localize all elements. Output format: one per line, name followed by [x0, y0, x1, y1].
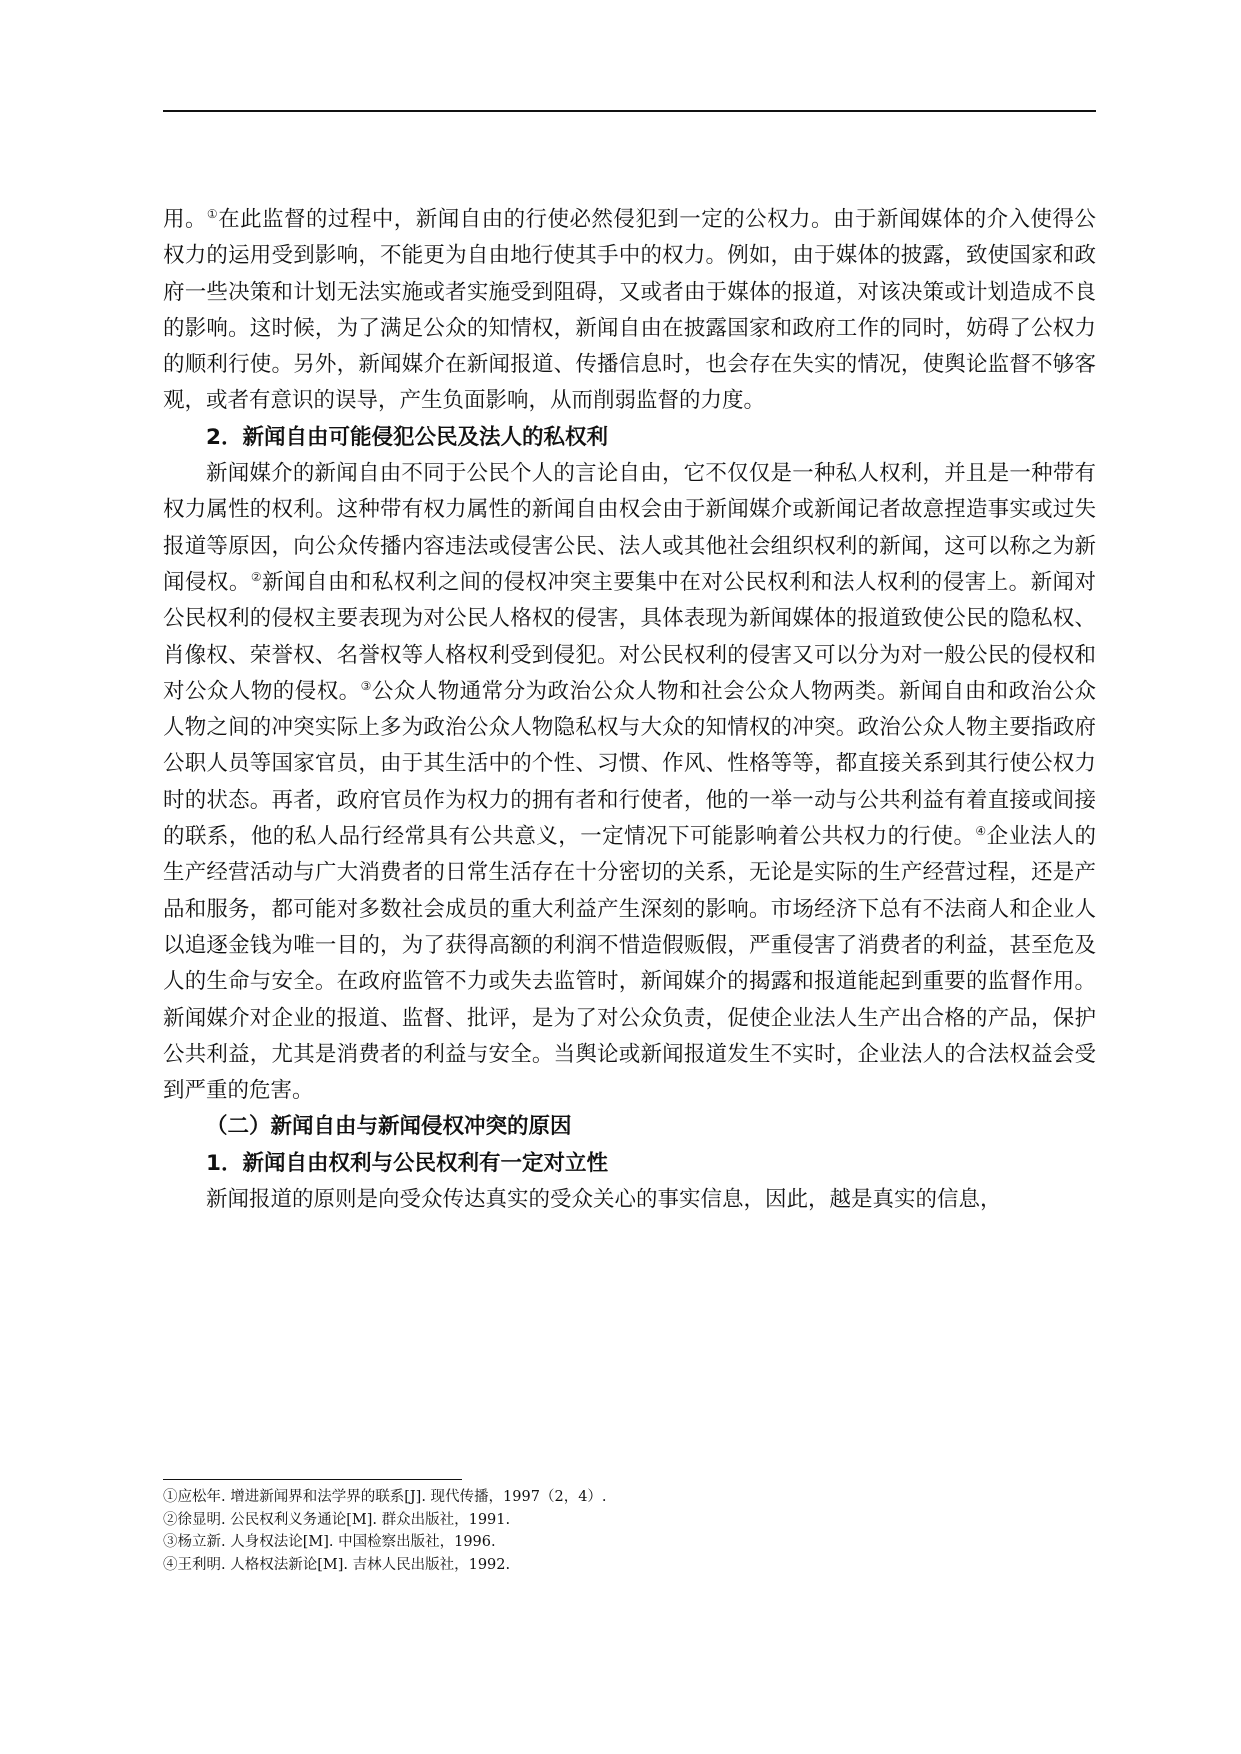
subheading-private-rights: 2．新闻自由可能侵犯公民及法人的私权利 — [206, 424, 608, 450]
paragraph-text: 公众人物通常分为政治公众人物和社会公众人物两类。新闻自由和政治公众人物之间的冲突实际上多为政治公众人物隐私权与大众的知情权的冲突。政治公众人物主要指政府公职人员等国家官员，由于其生活中的个性、习惯、作风、性格等等，都直接关系到其行使公权力时的状态。再者，政府官员作为权力的拥有者和行使者，他的一举一动与公共利益有着直接或间接的联系，他的私人品行经常具有公共意义，一定情况下可能影响着公共权力的行使。 — [163, 678, 1096, 850]
footnote-ref-4[interactable]: ④ — [975, 823, 987, 838]
footnote-4: ④王利明. 人格权法新论[M]. 吉林人民出版社，1992. — [163, 1556, 511, 1573]
subheading-opposition: 1．新闻自由权利与公民权利有一定对立性 — [206, 1150, 608, 1176]
paragraph-private-rights — [163, 456, 1096, 1109]
footnote-ref-1[interactable]: ① — [206, 206, 219, 221]
footnote-1: ①应松年. 增进新闻界和法学界的联系[J]. 现代传播，1997（2，4）. — [163, 1489, 607, 1505]
paragraph-news-principle: 新闻报道的原则是向受众传达真实的受众关心的事实信息，因此，越是真实的信息， — [206, 1187, 1002, 1213]
paragraph-text: 企业法人的生产经营活动与广大消费者的日常生活存在十分密切的关系，无论是实际的生产经营过程，还是产品和服务，都可能对多数社会成员的重大利益产生深刻的影响。市场经济下总有不法商人和企业人以追逐金钱为唯一目的，为了获得高额的利润不惜造假贩假，严重侵害了消费者的利益，甚至危及人的生命与安全。在政府监管不力或失去监管时，新闻媒介的揭露和报道能起到重要的监督作用。新闻媒介对企业的报道、监督、批评，是为了对公众负责，促使企业法人生产出合格的产品，保护公共利益，尤其是消费者的利益与安全。当舆论或新闻报道发生不实时，企业法人的合法权益会受到严重的危害。 — [163, 824, 1096, 1104]
header-rule — [163, 110, 1096, 112]
paragraph-text: 在此监督的过程中，新闻自由的行使必然侵犯到一定的公权力。由于新闻媒体的介入使得公权力的运用受到影响，不能更为自由地行使其手中的权力。例如，由于媒体的披露，致使国家和政府一些决策和计划无法实施或者实施受到阻碍，又或者由于媒体的报道，对该决策或计划造成不良的影响。这时候，为了满足公众的知情权，新闻自由在披露国家和政府工作的同时，妨碍了公权力的顺利行使。另外，新闻媒介在新闻报道、传播信息时，也会存在失实的情况，使舆论监督不够客观，或者有意识的误导，产生负面影响，从而削弱监督的力度。 — [163, 207, 1096, 414]
paragraph-text: 用。 — [163, 207, 207, 232]
body-text — [163, 202, 1096, 1218]
footnote-2: ②徐显明. 公民权利义务通论[M]. 群众出版社，1991. — [163, 1511, 511, 1528]
footnotes — [163, 1486, 1096, 1576]
footnote-3: ③杨立新. 人身权法论[M]. 中国检察出版社，1996. — [163, 1534, 496, 1550]
section-heading-causes: （二）新闻自由与新闻侵权冲突的原因 — [206, 1114, 572, 1140]
paragraph-text: 新闻自由和私权利之间的侵权冲突主要集中在对公民权利和法人权利的侵害上。新闻对公民权利的侵权主要表现为对公民人格权的侵害，具体表现为新闻媒体的报道致使公民的隐私权、肖像权、荣誉权、名誉权等人格权利受到侵犯。对公民权利的侵害又可以分为对一般公民的侵权和对公众人物的侵权。 — [163, 569, 1096, 704]
footnote-rule — [163, 1479, 462, 1480]
paragraph-text: 新闻媒介的新闻自由不同于公民个人的言论自由，它不仅仅是一种私人权利，并且是一种带有权力属性的权利。这种带有权力属性的新闻自由权会由于新闻媒介或新闻记者故意捏造事实或过失报道等原因，向公众传播内容违法或侵害公民、法人或其他社会组织权利的新闻，这可以称之为新闻侵权。 — [163, 461, 1096, 595]
footnote-ref-3[interactable]: ③ — [360, 678, 372, 693]
paragraph-public-power — [163, 202, 1096, 420]
footnote-ref-2[interactable]: ② — [250, 569, 263, 584]
